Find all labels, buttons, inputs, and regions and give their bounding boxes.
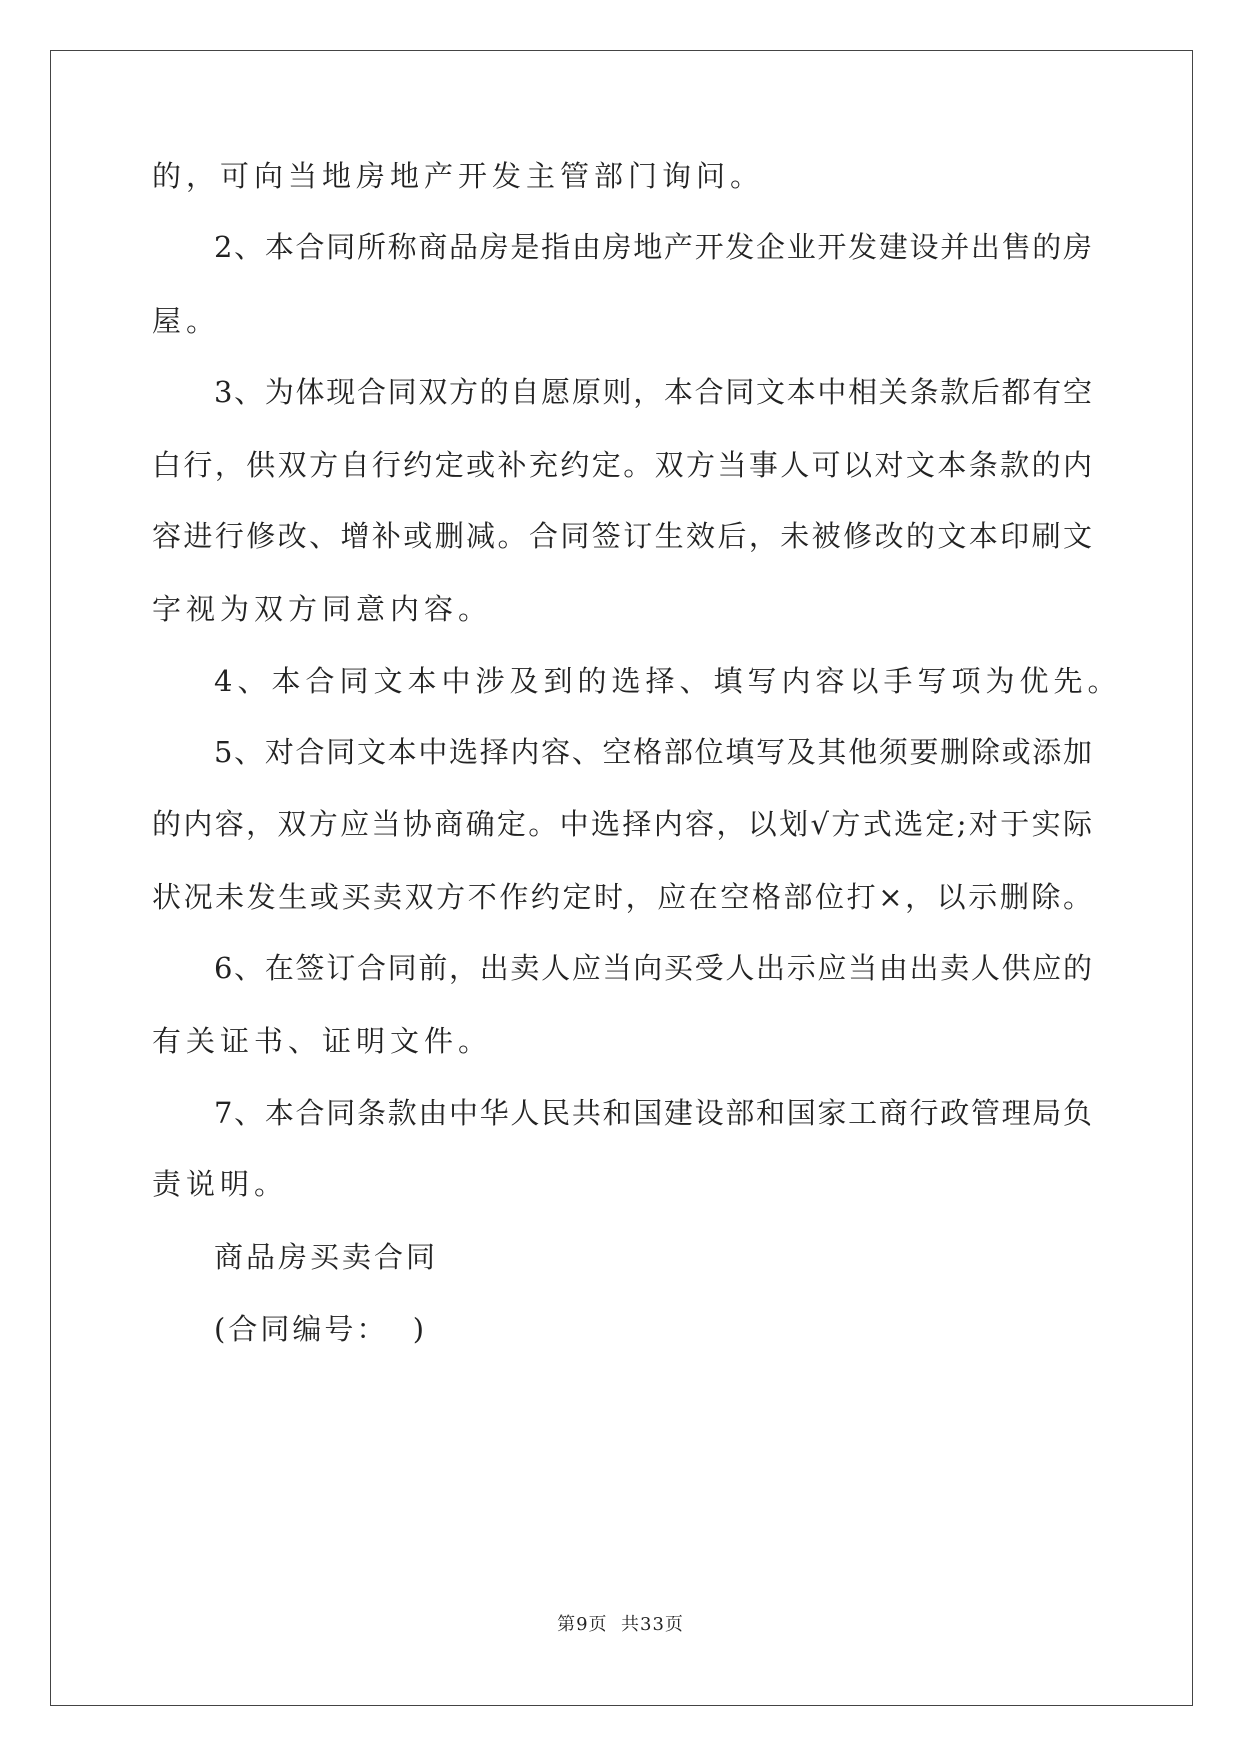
text-line: 4、本合同文本中涉及到的选择、填写内容以手写项为优先。 — [214, 664, 1122, 698]
text-line: 3、为体现合同双方的自愿原则，本合同文本中相关条款后都有空 — [214, 375, 1092, 409]
text-line: 7、本合同条款由中华人民共和国建设部和国家工商行政管理局负 — [214, 1096, 1092, 1130]
text-line: 有关证书、证明文件。 — [152, 1024, 493, 1058]
text-line: 字视为双方同意内容。 — [152, 592, 493, 626]
text-line: 容进行修改、增补或删减。合同签订生效后，未被修改的文本印刷文 — [152, 519, 1092, 553]
text-line: 的内容，双方应当协商确定。中选择内容，以划√方式选定;对于实际 — [152, 807, 1092, 841]
text-line: 的，可向当地房地产开发主管部门询问。 — [152, 159, 765, 193]
text-line: 屋。 — [152, 304, 221, 338]
page-number-footer: 第9页 共33页 — [557, 1614, 684, 1635]
text-line: 6、在签订合同前，出卖人应当向买受人出示应当由出卖人供应的 — [214, 951, 1092, 985]
text-line: 状况未发生或买卖双方不作约定时，应在空格部位打×，以示删除。 — [152, 880, 1092, 914]
contract-number: (合同编号： ) — [214, 1312, 428, 1346]
text-line: 5、对合同文本中选择内容、空格部位填写及其他须要删除或添加 — [214, 735, 1092, 769]
text-line: 白行，供双方自行约定或补充约定。双方当事人可以对文本条款的内 — [152, 448, 1092, 482]
text-line: 责说明。 — [152, 1167, 289, 1201]
page-border — [50, 50, 1193, 1706]
text-line: 2、本合同所称商品房是指由房地产开发企业开发建设并出售的房 — [214, 230, 1092, 264]
section-title: 商品房买卖合同 — [214, 1240, 439, 1274]
